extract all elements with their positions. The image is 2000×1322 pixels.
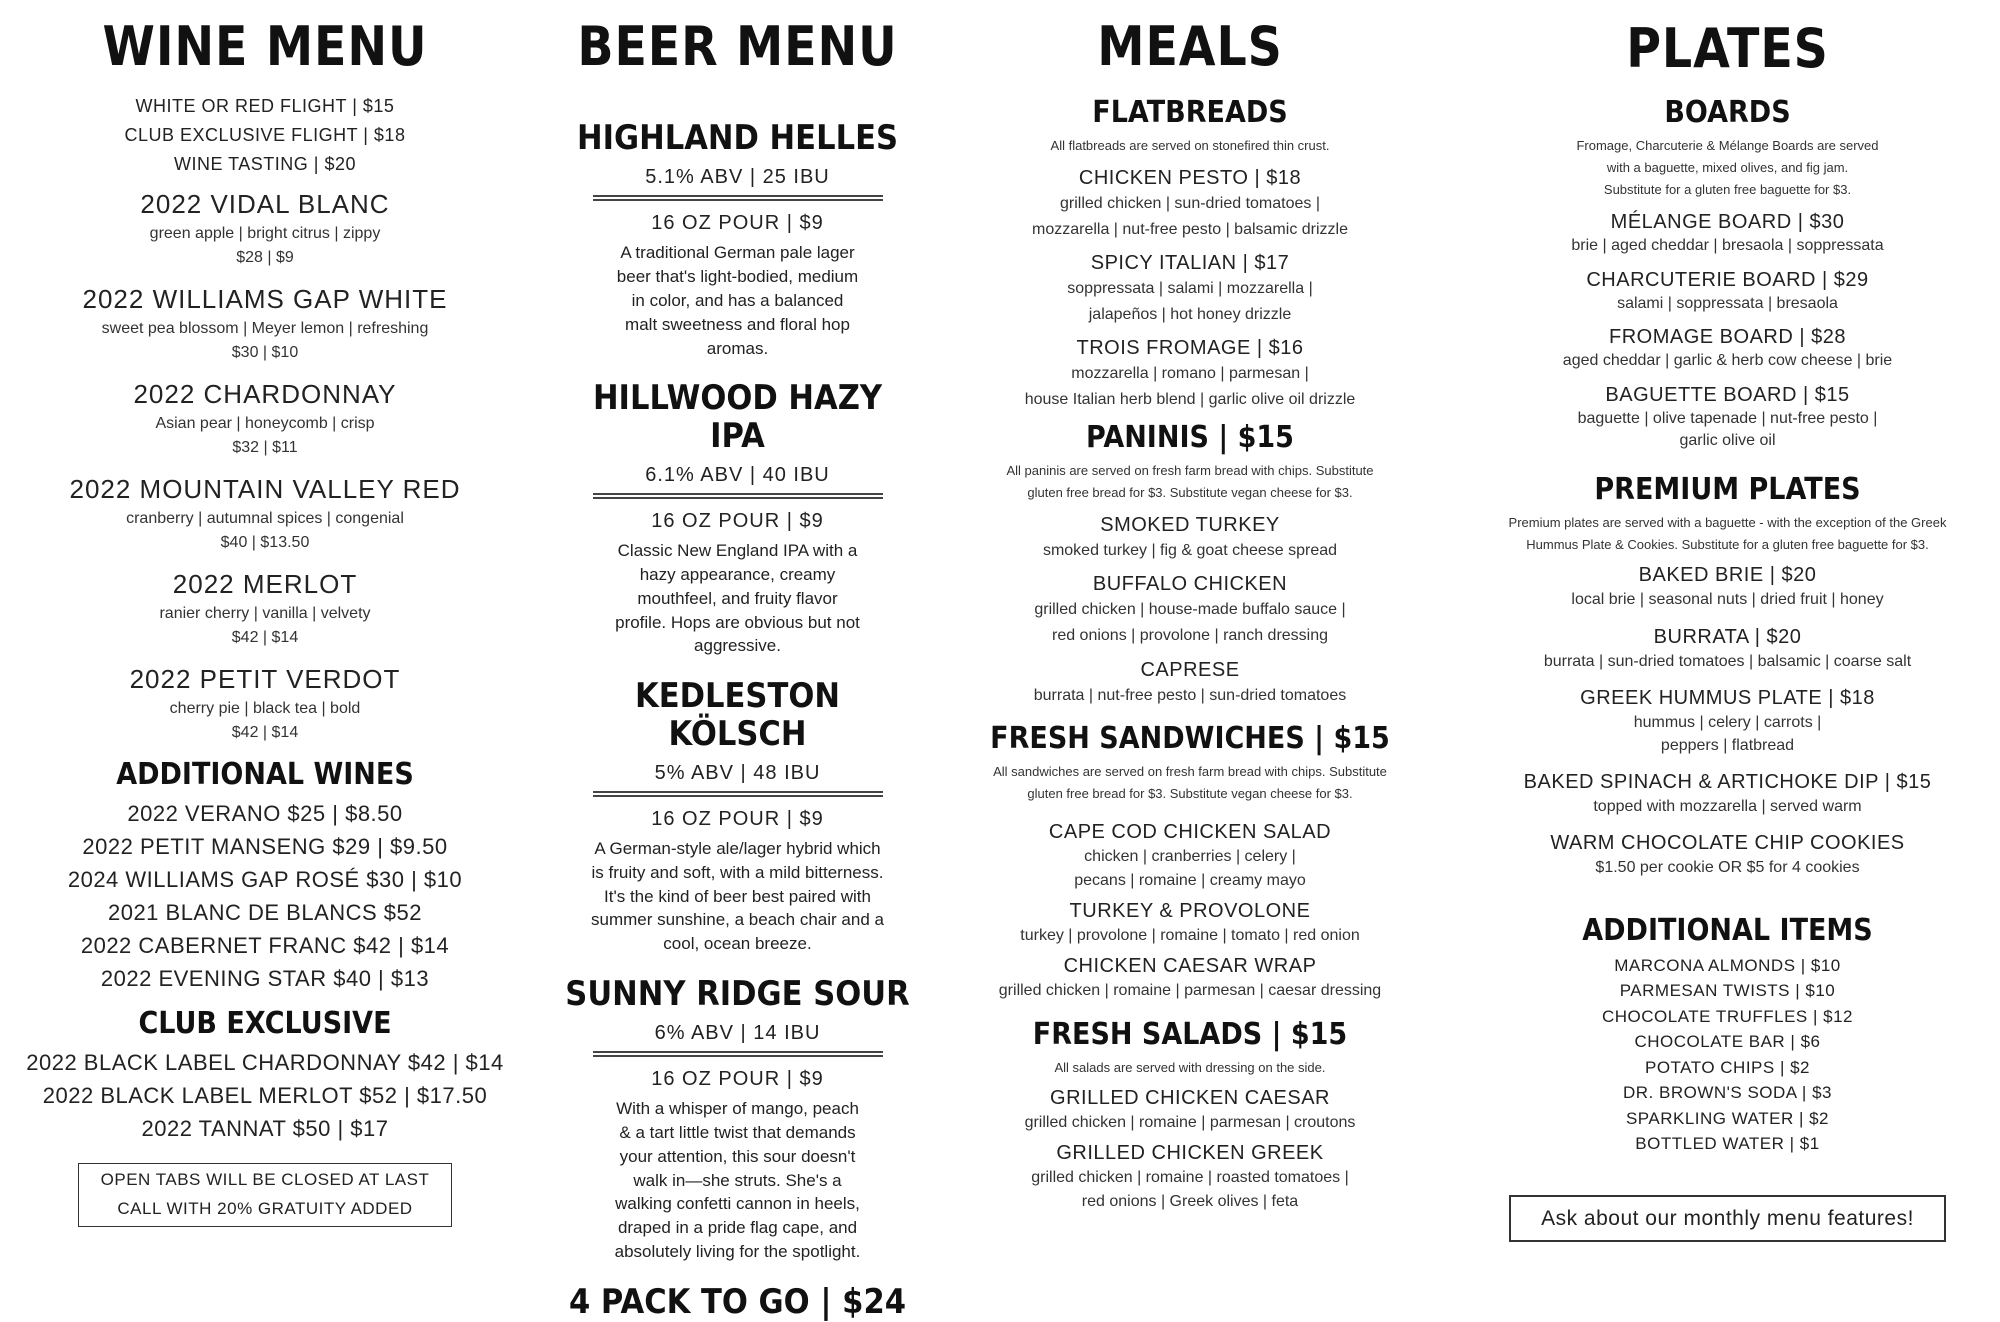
section-note [935, 1057, 1445, 1079]
club-wine: 2022 TANNAT $50 | $17 [141, 1116, 389, 1142]
wine-menu-column [0, 0, 530, 1227]
note-line: All paninis are served on fresh farm bread with chips. Substitute [1006, 462, 1374, 478]
wine-list [0, 188, 530, 744]
item-name: BUFFALO CHICKEN [1092, 573, 1288, 596]
wine-name: 2022 CHARDONNAY [133, 379, 397, 410]
open-tabs-notice [78, 1163, 453, 1227]
menu-item [935, 898, 1445, 947]
menu-item [935, 571, 1445, 648]
double-rule-divider [593, 195, 883, 201]
beer-name: HILLWOOD HAZY IPA [592, 378, 883, 456]
note-line: Premium plates are served with a baguette - with the exception of the Greek [1508, 515, 1947, 531]
beer-desc-line: profile. Hops are obvious but not [615, 612, 860, 632]
note-line: All flatbreads are served on stonefired thin crust. [1050, 138, 1330, 153]
additional-item: PARMESAN TWISTS | $10 [1619, 981, 1836, 1001]
flight-line: CLUB EXCLUSIVE FLIGHT | $18 [124, 124, 406, 145]
flight-line: WHITE OR RED FLIGHT | $15 [135, 96, 395, 116]
item-name: GREEK HUMMUS PLATE | $18 [1580, 686, 1875, 709]
wine-price: $42 | $14 [231, 723, 299, 741]
double-rule-divider [593, 1051, 883, 1057]
meals-sections [935, 96, 1445, 1213]
additional-item: BOTTLED WATER | $1 [1635, 1134, 1820, 1154]
wine-name: 2022 MOUNTAIN VALLEY RED [69, 474, 461, 505]
note-line: Substitute for a gluten free baguette for $3. [1603, 182, 1852, 198]
item-desc-line: soppressata | salami | mozzarella | [1067, 280, 1313, 298]
wine-price: $40 | $13.50 [220, 533, 310, 551]
menu-item [1455, 209, 2000, 257]
item-desc-line: house Italian herb blend | garlic olive oil drizzle [1024, 391, 1356, 409]
item-name: FROMAGE BOARD | $28 [1609, 326, 1846, 349]
beer-desc-line: in color, and has a balanced [631, 290, 844, 310]
additional-wine: 2022 CABERNET FRANC $42 | $14 [80, 933, 450, 959]
beer-desc-line: aggressive. [694, 636, 781, 656]
menu-item [1455, 769, 2000, 818]
item-desc-line: mozzarella | romano | parmesan | [1071, 365, 1309, 383]
note-line: gluten free bread for $3. Substitute vegan cheese for $3. [1027, 484, 1353, 500]
item-name: CHICKEN CAESAR WRAP [1063, 954, 1317, 977]
item-desc-line: chicken | cranberries | celery | [1084, 848, 1296, 866]
notice-line: CALL WITH 20% GRATUITY ADDED [117, 1199, 413, 1219]
section-title: PANINIS | $15 [1086, 419, 1294, 455]
menu-item [935, 1140, 1445, 1212]
beer-desc-line: hazy appearance, creamy [639, 564, 836, 584]
menu-item [1455, 830, 2000, 879]
menu-item [1455, 382, 2000, 451]
item-desc-line: jalapeños | hot honey drizzle [1088, 305, 1292, 323]
item-name: BAKED SPINACH & ARTICHOKE DIP | $15 [1523, 771, 1932, 794]
item-desc-line: grilled chicken | romaine | parmesan | caesar dressing [998, 981, 1382, 999]
menu-item [1455, 685, 2000, 757]
item-name: BAGUETTE BOARD | $15 [1605, 384, 1850, 407]
wine-menu-title: WINE MENU [102, 15, 428, 78]
beer-desc-line: beer that's light-bodied, medium [616, 267, 859, 287]
menu-item [935, 335, 1445, 412]
wine-name: 2022 MERLOT [172, 569, 358, 600]
section-note [935, 761, 1445, 805]
menu-item [1455, 324, 2000, 372]
beer-desc-line: is fruity and soft, with a mild bitterness. [591, 862, 884, 882]
section-note [1455, 135, 2000, 201]
wine-item [0, 283, 530, 364]
item-desc-line: brie | aged cheddar | bresaola | soppressata [1571, 237, 1884, 255]
notice-line: OPEN TABS WILL BE CLOSED AT LAST [100, 1170, 430, 1190]
item-desc-line: red onions | Greek olives | feta [1081, 1192, 1299, 1210]
beer-desc-line: Classic New England IPA with a [617, 541, 858, 561]
menu-item [935, 819, 1445, 891]
plates-title: PLATES [1626, 17, 1829, 80]
item-desc-line: burrata | sun-dried tomatoes | balsamic | coarse salt [1543, 652, 1912, 670]
item-name: GRILLED CHICKEN CAESAR [1050, 1087, 1330, 1110]
wine-item [0, 188, 530, 269]
club-exclusive-title: CLUB EXCLUSIVE [138, 1006, 392, 1042]
additional-item: CHOCOLATE BAR | $6 [1634, 1032, 1821, 1052]
beer-list [545, 120, 930, 1264]
beer-desc-line: malt sweetness and floral hop [625, 314, 850, 334]
meals-title: MEALS [1097, 15, 1283, 78]
double-rule-divider [593, 791, 883, 797]
menu-item [935, 953, 1445, 1002]
item-desc-line: hummus | celery | carrots | [1633, 713, 1822, 731]
additional-wines-list [0, 797, 530, 995]
beer-pour: 16 OZ POUR | $9 [651, 807, 824, 830]
beer-spec: 6% ABV | 14 IBU [654, 1022, 821, 1045]
item-desc-line: smoked turkey | fig & goat cheese spread [1042, 541, 1338, 559]
item-desc-line: local brie | seasonal nuts | dried fruit | honey [1571, 591, 1884, 609]
item-desc-line: burrata | nut-free pesto | sun-dried tomatoes [1033, 686, 1347, 704]
section-title: FRESH SALADS | $15 [1032, 1017, 1348, 1053]
item-desc-line: mozzarella | nut-free pesto | balsamic drizzle [1032, 220, 1348, 238]
beer-desc-line: cool, ocean breeze. [663, 934, 812, 954]
beer-pour: 16 OZ POUR | $9 [651, 510, 824, 533]
menu-section [1455, 473, 2000, 879]
additional-items-title: ADDITIONAL ITEMS [1582, 912, 1873, 948]
wine-notes: cranberry | autumnal spices | congenial [126, 510, 404, 528]
wine-notes: cherry pie | black tea | bold [169, 700, 361, 718]
section-title: BOARDS [1664, 95, 1791, 130]
menu-item [1455, 562, 2000, 611]
menu-item [935, 512, 1445, 564]
monthly-features-notice: Ask about our monthly menu features! [1509, 1195, 1946, 1243]
note-line: gluten free bread for $3. Substitute vegan cheese for $3. [1027, 786, 1353, 802]
wine-price: $32 | $11 [232, 438, 298, 456]
section-title: PREMIUM PLATES [1594, 472, 1861, 508]
item-desc-line: aged cheddar | garlic & herb cow cheese | brie [1562, 352, 1893, 370]
menu-section [1455, 96, 2000, 451]
beer-desc-line: aromas. [706, 338, 769, 358]
wine-item [0, 568, 530, 649]
wine-name: 2022 WILLIAMS GAP WHITE [82, 284, 448, 315]
beer-desc-line: absolutely living for the spotlight. [614, 1242, 861, 1262]
item-desc-line: baguette | olive tapenade | nut-free pesto | [1577, 410, 1878, 428]
additional-item: CHOCOLATE TRUFFLES | $12 [1601, 1006, 1853, 1026]
beer-menu-column [545, 0, 930, 1321]
item-desc-line: pecans | romaine | creamy mayo [1074, 871, 1306, 889]
note-line: Fromage, Charcuterie & Mélange Boards are served [1576, 138, 1879, 153]
item-name: TROIS FROMAGE | $16 [1076, 337, 1304, 360]
menu-item [935, 250, 1445, 327]
item-name: CAPRESE [1140, 658, 1240, 681]
item-desc-line: garlic olive oil [1679, 431, 1776, 449]
note-line: Hummus Plate & Cookies. Substitute for a gluten free baguette for $3. [1526, 537, 1929, 553]
additional-wine: 2021 BLANC DE BLANCS $52 [107, 900, 423, 926]
item-name: CAPE COD CHICKEN SALAD [1048, 821, 1332, 844]
wine-notes: green apple | bright citrus | zippy [149, 225, 381, 243]
menu-item [935, 657, 1445, 709]
beer-desc-line: It's the kind of beer best paired with [604, 886, 871, 906]
club-wine: 2022 BLACK LABEL CHARDONNAY $42 | $14 [26, 1050, 504, 1076]
menu-item [935, 165, 1445, 242]
wine-price: $42 | $14 [231, 628, 299, 646]
beer-desc-line: your attention, this sour doesn't [619, 1146, 856, 1166]
item-desc-line: red onions | provolone | ranch dressing [1051, 627, 1329, 645]
beer-desc-line: & a tart little twist that demands [619, 1123, 856, 1143]
beer-pour: 16 OZ POUR | $9 [651, 1068, 824, 1091]
beer-desc-line: draped in a pride flag cape, and [617, 1218, 858, 1238]
beer-desc-line: A German-style ale/lager hybrid which [594, 838, 881, 858]
menu-item [1455, 267, 2000, 315]
menu-item [935, 1085, 1445, 1134]
beer-item [545, 120, 930, 360]
additional-wines-title: ADDITIONAL WINES [116, 757, 414, 793]
item-name: SPICY ITALIAN | $17 [1090, 252, 1290, 275]
wine-item [0, 663, 530, 744]
beer-desc-line: summer sunshine, a beach chair and a [591, 910, 884, 930]
note-line: All sandwiches are served on fresh farm bread with chips. Substitute [993, 764, 1387, 780]
item-desc-line: topped with mozzarella | served warm [1593, 798, 1862, 816]
item-desc-line: grilled chicken | romaine | roasted tomatoes | [1031, 1169, 1349, 1187]
beer-desc-line: walk in—she struts. She's a [633, 1170, 842, 1190]
beer-spec: 5% ABV | 48 IBU [654, 761, 821, 784]
beer-name: SUNNY RIDGE SOUR [565, 973, 910, 1014]
club-exclusive-list [0, 1046, 530, 1145]
beer-name: HIGHLAND HELLES [576, 118, 899, 158]
section-note [935, 460, 1445, 504]
menu-item [1455, 624, 2000, 673]
beer-name: KEDLESTON KÖLSCH [635, 676, 840, 754]
additional-item: POTATO CHIPS | $2 [1644, 1057, 1810, 1077]
item-name: MÉLANGE BOARD | $30 [1610, 211, 1845, 234]
wine-item [0, 378, 530, 459]
item-name: BURRATA | $20 [1653, 625, 1802, 648]
club-wine: 2022 BLACK LABEL MERLOT $52 | $17.50 [42, 1083, 488, 1109]
additional-wine: 2022 PETIT MANSENG $29 | $9.50 [82, 834, 448, 860]
additional-wine: 2024 WILLIAMS GAP ROSÉ $30 | $10 [67, 867, 463, 893]
item-desc-line: grilled chicken | romaine | parmesan | croutons [1024, 1114, 1356, 1132]
section-note [935, 135, 1445, 157]
item-name: TURKEY & PROVOLONE [1069, 899, 1311, 922]
beer-menu-title: BEER MENU [577, 15, 898, 78]
beer-item [545, 380, 930, 658]
four-pack-to-go: 4 PACK TO GO | $24 [568, 1281, 907, 1322]
beer-desc-line: mouthfeel, and fruity flavor [637, 588, 838, 608]
beer-desc-line: A traditional German pale lager [620, 243, 855, 263]
item-name: WARM CHOCOLATE CHIP COOKIES [1550, 832, 1905, 855]
note-line: All salads are served with dressing on the side. [1054, 1060, 1326, 1076]
section-title: FLATBREADS [1092, 95, 1288, 130]
section-note [1455, 512, 2000, 556]
item-name: GRILLED CHICKEN GREEK [1056, 1142, 1324, 1165]
beer-item [545, 678, 930, 956]
item-name: CHICKEN PESTO | $18 [1078, 167, 1302, 190]
item-desc-line: grilled chicken | house-made buffalo sauce | [1034, 601, 1346, 619]
item-desc-line: $1.50 per cookie OR $5 for 4 cookies [1595, 859, 1860, 877]
additional-wine: 2022 VERANO $25 | $8.50 [127, 801, 403, 827]
menu-section [935, 421, 1445, 709]
beer-spec: 6.1% ABV | 40 IBU [645, 464, 830, 487]
menu-section [935, 1018, 1445, 1213]
menu-section [935, 722, 1445, 1002]
additional-item: SPARKLING WATER | $2 [1625, 1108, 1830, 1128]
plates-sections [1455, 96, 2000, 880]
section-title: FRESH SANDWICHES | $15 [990, 721, 1390, 757]
wine-name: 2022 PETIT VERDOT [129, 664, 401, 695]
item-desc-line: salami | soppressata | bresaola [1617, 294, 1838, 312]
beer-item [545, 973, 930, 1264]
wine-item [0, 473, 530, 554]
additional-item: MARCONA ALMONDS | $10 [1614, 955, 1841, 975]
wine-notes: sweet pea blossom | Meyer lemon | refreshing [101, 320, 429, 338]
additional-item: DR. BROWN'S SODA | $3 [1623, 1083, 1832, 1103]
wine-name: 2022 VIDAL BLANC [140, 189, 390, 220]
wine-notes: ranier cherry | vanilla | velvety [159, 605, 371, 623]
additional-wine: 2022 EVENING STAR $40 | $13 [100, 966, 430, 992]
wine-price: $30 | $10 [231, 343, 299, 361]
menu-section [935, 96, 1445, 413]
double-rule-divider [593, 493, 883, 499]
beer-desc-line: walking confetti cannon in heels, [615, 1194, 860, 1214]
meals-column [935, 0, 1445, 1219]
wine-notes: Asian pear | honeycomb | crisp [155, 415, 375, 433]
item-desc-line: grilled chicken | sun-dried tomatoes | [1060, 195, 1320, 213]
beer-spec: 5.1% ABV | 25 IBU [645, 166, 830, 189]
wine-flights [0, 92, 530, 178]
beer-pour: 16 OZ POUR | $9 [651, 212, 824, 235]
item-desc-line: turkey | provolone | romaine | tomato | red onion [1020, 926, 1360, 944]
note-line: with a baguette, mixed olives, and fig jam. [1606, 160, 1849, 176]
item-name: SMOKED TURKEY [1100, 513, 1280, 536]
beer-desc-line: With a whisper of mango, peach [616, 1099, 859, 1119]
item-name: BAKED BRIE | $20 [1638, 564, 1817, 587]
item-name: CHARCUTERIE BOARD | $29 [1586, 268, 1869, 291]
wine-price: $28 | $9 [236, 248, 294, 266]
additional-items-list [1455, 953, 2000, 1157]
item-desc-line: peppers | flatbread [1660, 737, 1795, 754]
plates-column [1455, 0, 2000, 1242]
flight-line: WINE TASTING | $20 [173, 153, 357, 174]
